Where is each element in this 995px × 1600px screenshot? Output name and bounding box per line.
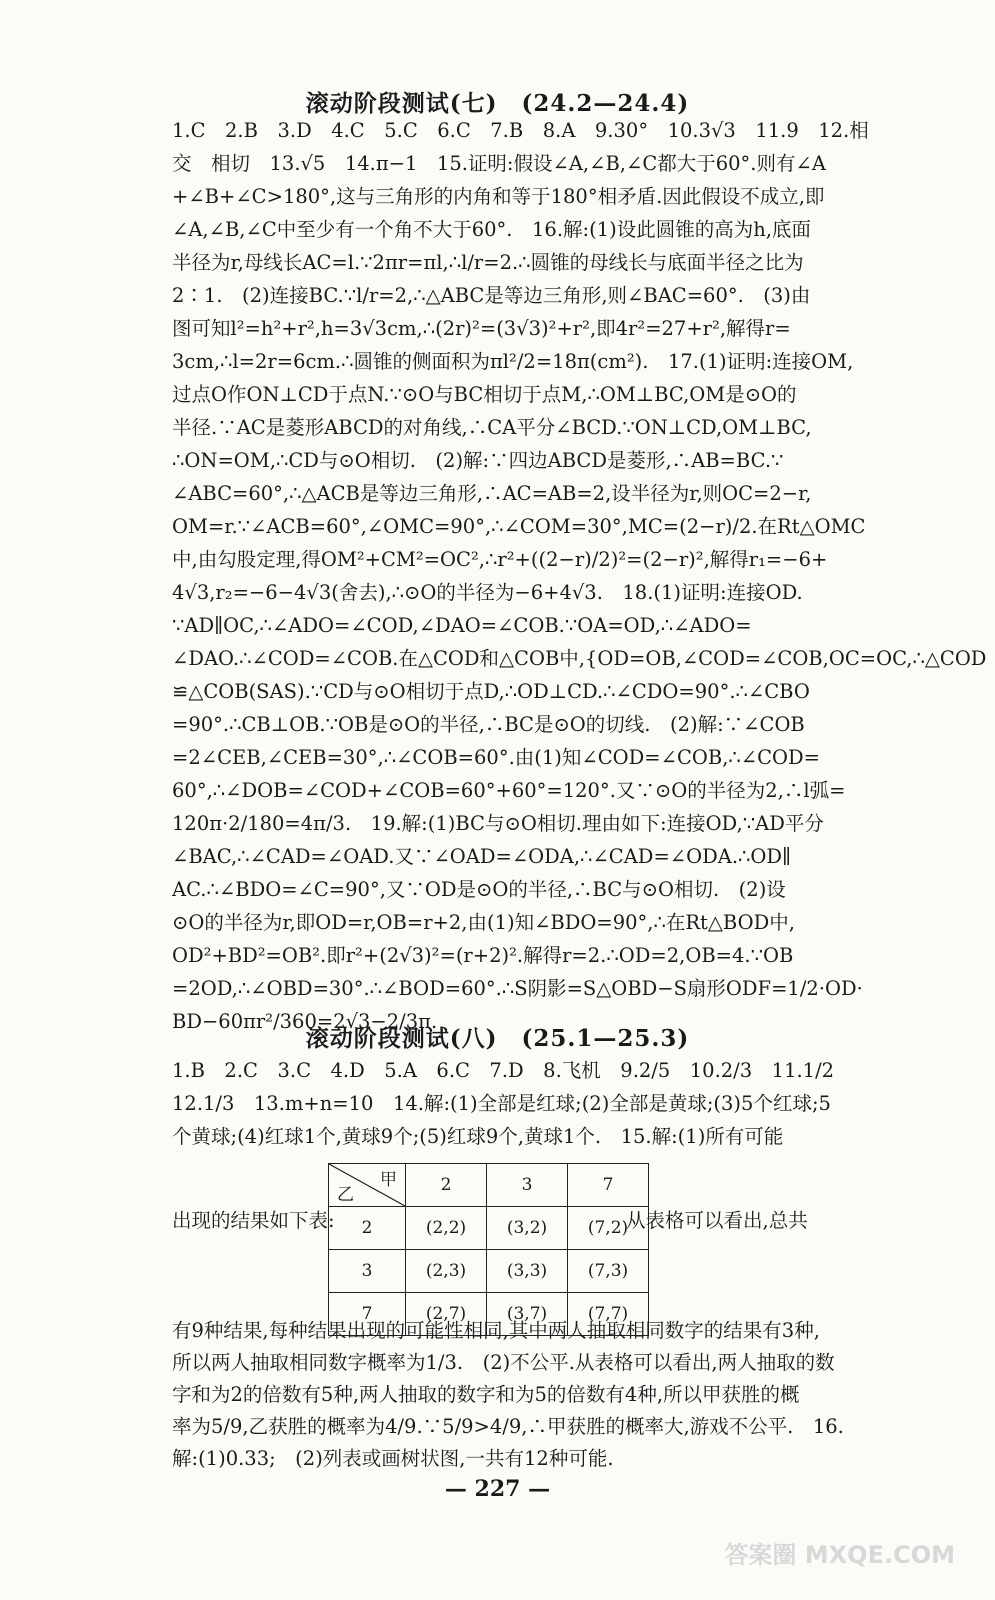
table-cell: (7,2) xyxy=(568,1207,649,1250)
text-line: ∵AD∥OC,∴∠ADO=∠COD,∠DAO=∠COB.∵OA=OD,∴∠ADO= xyxy=(172,614,752,637)
table-trail-text: 从表格可以看出,总共 xyxy=(626,1209,808,1232)
text-line: 1.C 2.B 3.D 4.C 5.C 6.C 7.B 8.A 9.30° 10.3√3 11.9 12.相 xyxy=(172,119,869,142)
text-line: 3cm,∴l=2r=6cm.∴圆锥的侧面积为πl²/2=18π(cm²). 17.(1)证明:连接OM, xyxy=(172,350,854,373)
table-row xyxy=(329,1207,649,1250)
text-line: AC.∴∠BDO=∠C=90°,又∵OD是⊙O的半径,∴BC与⊙O相切. (2)设 xyxy=(172,878,786,901)
table-corner-bottom: 乙 xyxy=(337,1185,354,1205)
table-col-header: 2 xyxy=(406,1164,487,1207)
text-line: 4√3,r₂=−6−4√3(舍去),∴⊙O的半径为−6+4√3. 18.(1)证明:连接OD. xyxy=(172,581,803,604)
text-line: 60°,∴∠DOB=∠COD+∠COB=60°+60°=120°.又∵⊙O的半径为2,∴l弧= xyxy=(172,779,846,802)
text-line: ≌△COB(SAS).∵CD与⊙O相切于点D,∴OD⊥CD.∴∠CDO=90°.∴∠CBO xyxy=(172,680,810,703)
text-line: 所以两人抽取相同数字概率为1/3. (2)不公平.从表格可以看出,两人抽取的数 xyxy=(172,1351,835,1374)
text-line: ∠A,∠B,∠C中至少有一个角不大于60°. 16.解:(1)设此圆锥的高为h,底面 xyxy=(172,218,811,241)
text-line: ⊙O的半径为r,即OD=r,OB=r+2,由(1)知∠BDO=90°,∴在Rt△BOD中, xyxy=(172,911,795,934)
table-cell: (2,7) xyxy=(406,1293,487,1336)
table-cell: (3,7) xyxy=(487,1293,568,1336)
text-line: =2OD,∴∠OBD=30°.∴∠BOD=60°.∴S阴影=S△OBD−S扇形ODF=1/2·OD· xyxy=(172,977,863,1000)
table-row-header: 2 xyxy=(329,1207,406,1250)
text-line: BD−60πr²/360=2√3−2/3π. xyxy=(172,1010,438,1033)
text-line: +∠B+∠C>180°,这与三角形的内角和等于180°相矛盾.因此假设不成立,即 xyxy=(172,185,825,208)
text-line: ∴ON=OM,∴CD与⊙O相切. (2)解:∵四边ABCD是菱形,∴AB=BC.∵ xyxy=(172,449,784,472)
watermark-logo: 答案圈 MXQE.COM xyxy=(724,1541,955,1569)
text-line: 字和为2的倍数有5种,两人抽取的数字和为5的倍数有4种,所以甲获胜的概 xyxy=(172,1383,800,1406)
table-cell: (3,2) xyxy=(487,1207,568,1250)
text-line: 120π·2/180=4π/3. 19.解:(1)BC与⊙O相切.理由如下:连接OD,∵AD平分 xyxy=(172,812,824,835)
table-cell: (3,3) xyxy=(487,1250,568,1293)
text-line: ∠BAC,∴∠CAD=∠OAD.又∵∠OAD=∠ODA,∴∠CAD=∠ODA.∴OD∥ xyxy=(172,845,792,868)
section7-title: 滚动阶段测试(七) (24.2—24.4) xyxy=(305,90,690,117)
table-cell: (2,2) xyxy=(406,1207,487,1250)
text-line: 12.1/3 13.m+n=10 14.解:(1)全部是红球;(2)全部是黄球;(3)5个红球;5 xyxy=(172,1092,831,1115)
text-line: 有9种结果,每种结果出现的可能性相同,其中两人抽取相同数字的结果有3种, xyxy=(172,1319,820,1342)
text-line: ∠DAO.∴∠COD=∠COB.在△COD和△COB中,{OD=OB,∠COD=∠COB,OC=OC,∴△COD xyxy=(172,647,987,670)
text-line: =90°.∴CB⊥OB.∵OB是⊙O的半径,∴BC是⊙O的切线. (2)解:∵∠COB xyxy=(172,713,805,736)
text-line: 交 相切 13.√5 14.π−1 15.证明:假设∠A,∠B,∠C都大于60°.则有∠A xyxy=(172,152,826,175)
text-line: 解:(1)0.33; (2)列表或画树状图,一共有12种可能. xyxy=(172,1447,614,1470)
text-line: OD²+BD²=OB².即r²+(2√3)²=(r+2)².解得r=2.∴OD=2,OB=4.∵OB xyxy=(172,944,794,967)
table-row-header: 3 xyxy=(329,1250,406,1293)
text-line: 半径.∵AC是菱形ABCD的对角线,∴CA平分∠BCD.∵ON⊥CD,OM⊥BC, xyxy=(172,416,812,439)
text-line: =2∠CEB,∠CEB=30°,∴∠COB=60°.由(1)知∠COD=∠COB,∴∠COD= xyxy=(172,746,821,769)
page-number: — 227 — xyxy=(444,1476,551,1502)
text-line: 1.B 2.C 3.C 4.D 5.A 6.C 7.D 8.飞机 9.2/5 10.2/3 11.1/2 xyxy=(172,1059,835,1082)
section8-title: 滚动阶段测试(八) (25.1—25.3) xyxy=(305,1025,690,1052)
text-line: 个黄球;(4)红球1个,黄球9个;(5)红球9个,黄球1个. 15.解:(1)所有可能 xyxy=(172,1125,784,1148)
table-cell: (7,7) xyxy=(568,1293,649,1336)
table-col-header: 7 xyxy=(568,1164,649,1207)
text-line: 过点O作ON⊥CD于点N.∵⊙O与BC相切于点M,∴OM⊥BC,OM是⊙O的 xyxy=(172,383,797,406)
table-row xyxy=(329,1250,649,1293)
text-line: 图可知l²=h²+r²,h=3√3cm,∴(2r)²=(3√3)²+r²,即4r²=27+r²,解得r= xyxy=(172,317,791,340)
text-line: OM=r.∵∠ACB=60°,∠OMC=90°,∴∠COM=30°,MC=(2−r)/2.在Rt△OMC xyxy=(172,515,866,538)
table-corner xyxy=(329,1164,406,1207)
text-line: 中,由勾股定理,得OM²+CM²=OC²,∴r²+((2−r)/2)²=(2−r)²,解得r₁=−6+ xyxy=(172,548,828,571)
text-line: 半径为r,母线长AC=l.∵2πr=πl,∴l/r=2.∴圆锥的母线长与底面半径之比为 xyxy=(172,251,804,274)
table-cell: (2,3) xyxy=(406,1250,487,1293)
table-cell: (7,3) xyxy=(568,1250,649,1293)
text-line: 2∶1. (2)连接BC.∵l/r=2,∴△ABC是等边三角形,则∠BAC=60°. (3)由 xyxy=(172,284,811,307)
text-line: 率为5/9,乙获胜的概率为4/9.∵5/9>4/9,∴甲获胜的概率大,游戏不公平. 16. xyxy=(172,1415,844,1438)
table-col-header: 3 xyxy=(487,1164,568,1207)
text-line: ∠ABC=60°,∴△ACB是等边三角形,∴AC=AB=2,设半径为r,则OC=2−r, xyxy=(172,482,812,505)
table-row-header: 7 xyxy=(329,1293,406,1336)
results-table xyxy=(328,1163,649,1336)
table-corner-top: 甲 xyxy=(380,1170,397,1190)
table-lead-text: 出现的结果如下表: xyxy=(172,1209,335,1232)
